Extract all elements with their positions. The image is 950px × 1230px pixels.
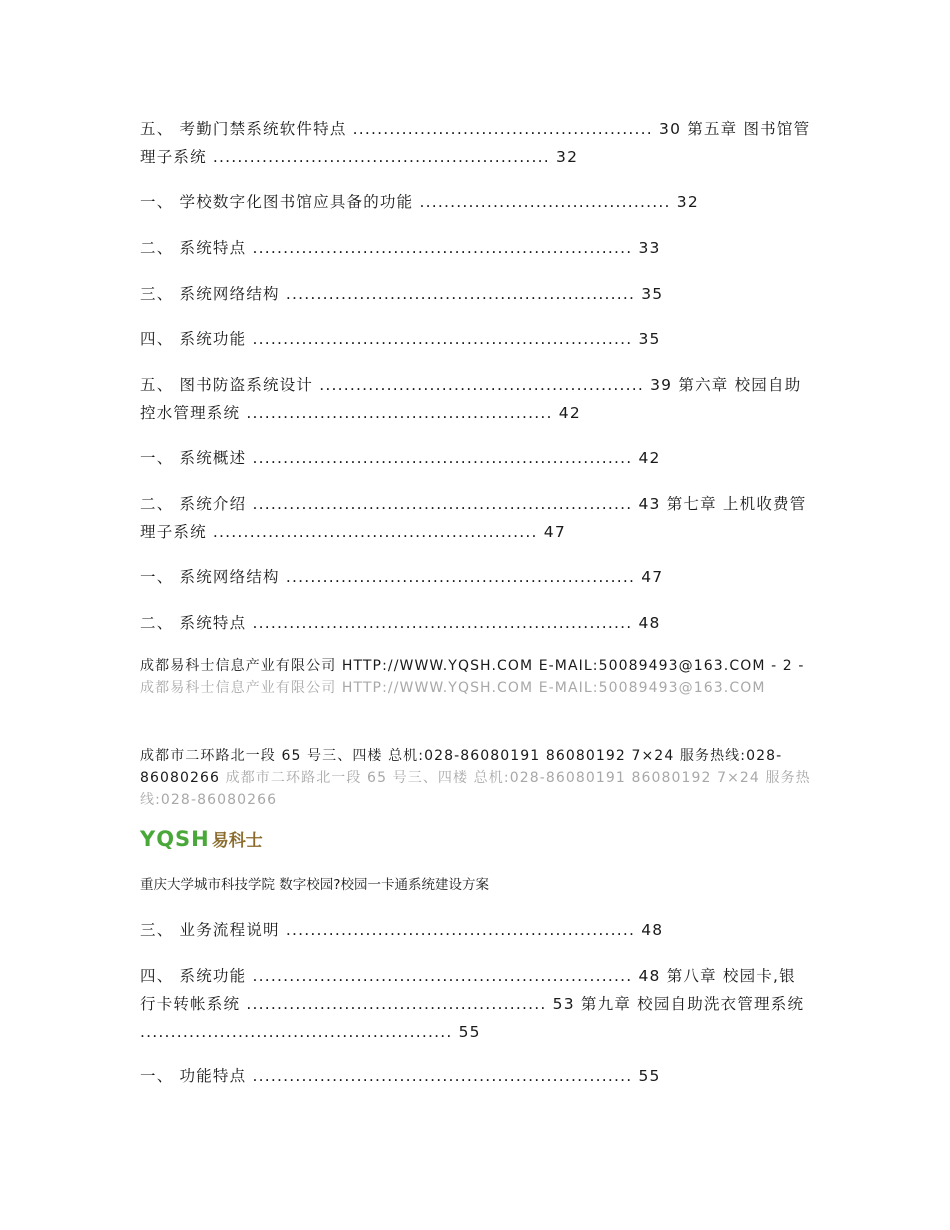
footer-address-line: 成都市二环路北一段 65 号三、四楼 总机:028-86080191 86080192 7×24 服务热线:028-86080266 — [140, 748, 783, 786]
toc-entry-text: 二、 系统特点 .............................................................. 33 — [140, 239, 661, 257]
toc-entry[interactable] — [140, 444, 812, 472]
toc-entry[interactable] — [140, 563, 812, 591]
page-footer-address — [140, 745, 812, 811]
toc-entry[interactable] — [140, 962, 812, 1046]
toc-entry[interactable] — [140, 490, 812, 546]
logo-wordmark: YQSH — [140, 827, 210, 851]
toc-entry-text: 四、 系统功能 .............................................................. 48 第八章 校园卡,银行卡转帐系统 ................................................. 53 第九章 校园自助洗衣管理系统 ................................................... 55 — [140, 967, 805, 1041]
toc-entry-text: 四、 系统功能 .............................................................. 35 — [140, 330, 661, 348]
toc-entry-text: 一、 系统概述 .............................................................. 42 — [140, 449, 661, 467]
toc-entry[interactable] — [140, 188, 812, 216]
toc-entry[interactable] — [140, 1062, 812, 1090]
toc-entry[interactable] — [140, 325, 812, 353]
toc-entry[interactable] — [140, 916, 812, 944]
toc-entry[interactable] — [140, 115, 812, 171]
footer-company-line: 成都易科士信息产业有限公司 HTTP://WWW.YQSH.COM E-MAIL:50089493@163.COM - 2 - — [140, 658, 805, 674]
toc-entry[interactable] — [140, 371, 812, 427]
toc-entry-text: 五、 考勤门禁系统软件特点 ................................................. 30 第五章 图书馆管理子系统 ....................................................... 32 — [140, 120, 811, 166]
toc-entry-text: 三、 系统网络结构 ......................................................... 35 — [140, 285, 664, 303]
footer-address-line-faded: 成都市二环路北一段 65 号三、四楼 总机:028-86080191 86080192 7×24 服务热线:028-86080266 — [140, 770, 811, 808]
toc-entry[interactable] — [140, 609, 812, 637]
toc-entry-text: 三、 业务流程说明 ......................................................... 48 — [140, 921, 664, 939]
toc-entry-text: 一、 系统网络结构 ......................................................... 47 — [140, 568, 664, 586]
toc-entry-text: 二、 系统介绍 .............................................................. 43 第七章 上机收费管理子系统 ..................................................... 47 — [140, 495, 807, 541]
toc-entry[interactable] — [140, 234, 812, 262]
page-header-title: 重庆大学城市科技学院 数字校园?校园一卡通系统建设方案 — [140, 877, 489, 893]
toc-entry-text: 一、 功能特点 .............................................................. 55 — [140, 1067, 661, 1085]
footer-company-line-faded: 成都易科士信息产业有限公司 HTTP://WWW.YQSH.COM E-MAIL:50089493@163.COM — [140, 680, 766, 696]
toc-entry-text: 五、 图书防盗系统设计 ..................................................... 39 第六章 校园自助控水管理系统 .................................................. 42 — [140, 376, 802, 422]
company-logo — [140, 826, 263, 850]
page-footer — [140, 655, 812, 699]
toc-entry-text: 一、 学校数字化图书馆应具备的功能 ......................................... 32 — [140, 193, 699, 211]
toc-entry[interactable] — [140, 280, 812, 308]
toc-entry-text: 二、 系统特点 .............................................................. 48 — [140, 614, 661, 632]
logo-chinese-name: 易科士 — [211, 831, 263, 851]
